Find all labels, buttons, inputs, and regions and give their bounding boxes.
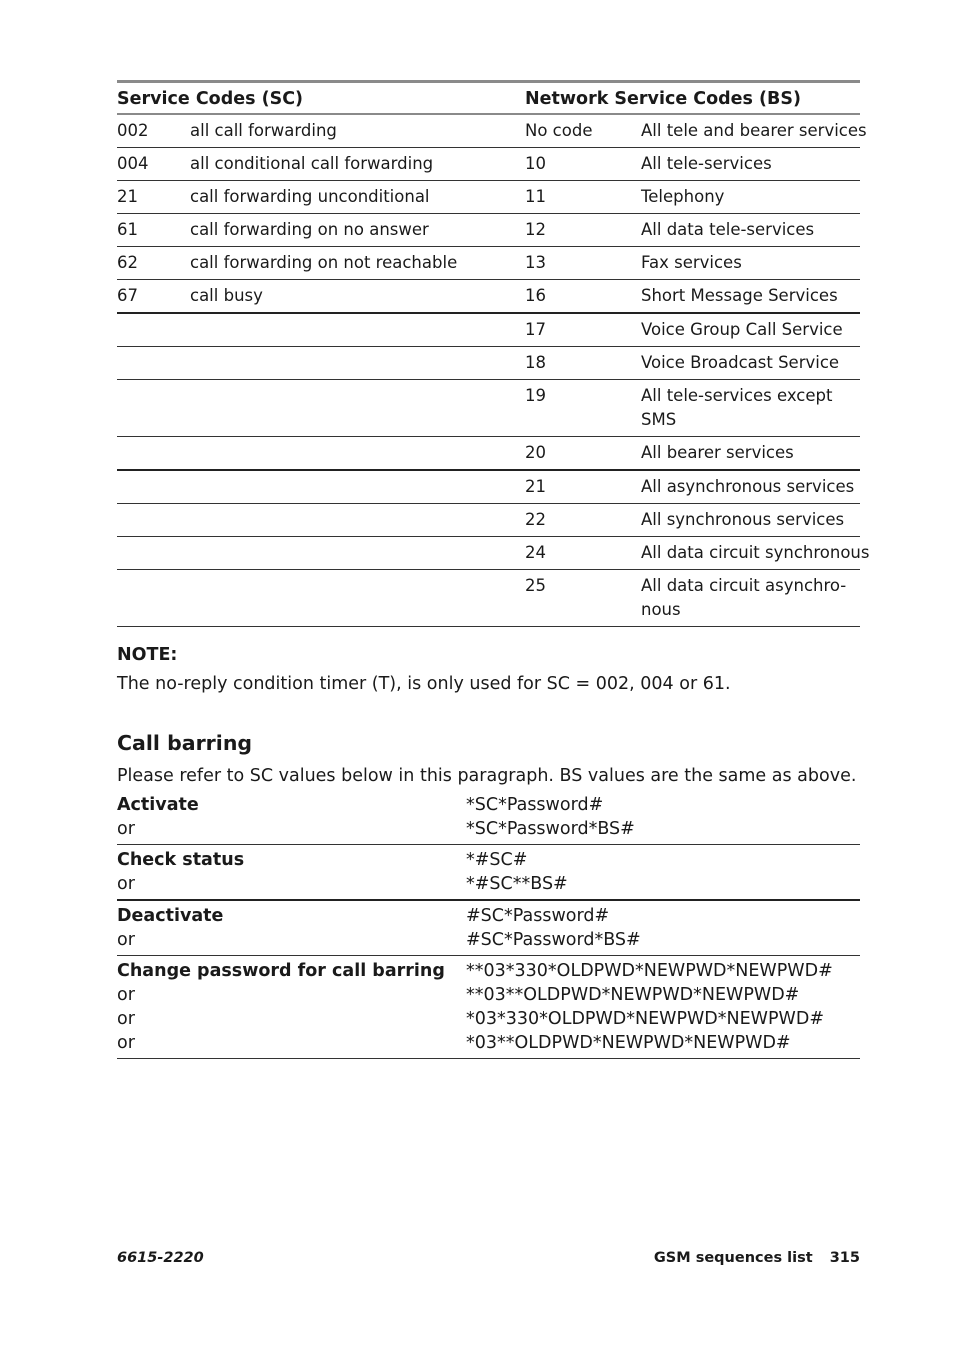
note-text: The no-reply condition timer (T), is only used for SC = 002, 004 or 61. [117, 674, 731, 694]
bs-code: 12 [525, 220, 546, 239]
sc-description [190, 380, 525, 437]
sc-code: 21 [117, 187, 138, 206]
bs-description: All tele-services except SMS [641, 386, 833, 429]
sc-code: 67 [117, 286, 138, 305]
table-row [117, 148, 860, 181]
check-status-sequence: *#SC# [466, 850, 528, 870]
service-codes-table [117, 80, 870, 627]
bs-code: 17 [525, 320, 546, 339]
table-row [117, 380, 860, 437]
section-name: GSM sequences list [653, 1250, 813, 1266]
table-row [117, 537, 860, 570]
service-codes-header: Service Codes (SC) [117, 89, 304, 109]
or-label: or [117, 1033, 135, 1053]
table-row [117, 437, 860, 471]
sc-code: 61 [117, 220, 138, 239]
table-row [117, 470, 860, 504]
bs-description: Voice Broadcast Service [641, 353, 840, 372]
bs-code: 21 [525, 477, 546, 496]
table-header-row [117, 82, 860, 115]
call-barring-heading: Call barring [117, 731, 253, 755]
call-barring-sequences [117, 793, 860, 1059]
doc-number: 6615-2220 [117, 1250, 204, 1266]
change-password-sequence: **03*330*OLDPWD*NEWPWD*NEWPWD# [466, 961, 833, 981]
sc-description: call forwarding on no answer [190, 220, 429, 239]
call-barring-intro: Please refer to SC values below in this paragraph. BS values are the same as above. [117, 766, 857, 786]
check-status-block [117, 845, 860, 901]
deactivate-label: Deactivate [117, 906, 224, 926]
sc-description [190, 537, 525, 570]
network-codes-header: Network Service Codes (BS) [525, 89, 801, 109]
table-row [117, 181, 860, 214]
page-content [117, 80, 870, 1059]
deactivate-block [117, 901, 860, 956]
check-status-label: Check status [117, 850, 245, 870]
deactivate-sequence: #SC*Password# [466, 906, 610, 926]
table-row [117, 504, 860, 537]
table-row [117, 247, 860, 280]
sc-code [117, 537, 190, 570]
bs-description: All data tele-services [641, 220, 815, 239]
bs-code: 16 [525, 286, 546, 305]
sc-code [117, 470, 190, 504]
bs-code: 20 [525, 443, 546, 462]
bs-code: 18 [525, 353, 546, 372]
change-password-label: Change password for call barring [117, 961, 445, 981]
table-row [117, 280, 860, 314]
sc-code: 62 [117, 253, 138, 272]
page-footer [117, 1250, 860, 1266]
bs-code: 25 [525, 576, 546, 595]
sc-code: 004 [117, 154, 149, 173]
or-label: or [117, 985, 135, 1005]
bs-description: Fax services [641, 253, 742, 272]
bs-code: 22 [525, 510, 546, 529]
bs-description: All synchronous services [641, 510, 845, 529]
bs-code: 24 [525, 543, 546, 562]
sc-description [190, 504, 525, 537]
change-password-sequence: *03*330*OLDPWD*NEWPWD*NEWPWD# [466, 1009, 824, 1029]
or-label: or [117, 1009, 135, 1029]
sc-description: call forwarding on not reachable [190, 253, 458, 272]
note-title: NOTE: [117, 645, 178, 665]
check-status-sequence-bs: *#SC**BS# [466, 874, 568, 894]
table-row [117, 347, 860, 380]
sc-description [190, 437, 525, 471]
bs-description: All data circuit synchronous [641, 543, 870, 562]
or-label: or [117, 874, 135, 894]
activate-label: Activate [117, 795, 199, 815]
sc-description [190, 570, 525, 627]
bs-description: Short Message Services [641, 286, 838, 305]
activate-block [117, 793, 860, 845]
sc-description [190, 470, 525, 504]
sc-description: call forwarding unconditional [190, 187, 430, 206]
bs-description: All bearer services [641, 443, 794, 462]
bs-description: Telephony [641, 187, 725, 206]
sc-code [117, 347, 190, 380]
or-label: or [117, 930, 135, 950]
activate-sequence: *SC*Password# [466, 795, 604, 815]
table-row [117, 570, 860, 627]
sc-code [117, 313, 190, 347]
page-number: 315 [829, 1250, 860, 1266]
or-label: or [117, 819, 135, 839]
bs-description: Voice Group Call Service [641, 320, 843, 339]
bs-code: No code [525, 121, 593, 140]
table-row [117, 214, 860, 247]
table-row [117, 313, 860, 347]
sc-description: all conditional call forwarding [190, 154, 434, 173]
sc-code [117, 570, 190, 627]
bs-description: All tele-services [641, 154, 772, 173]
change-password-sequence: *03**OLDPWD*NEWPWD*NEWPWD# [466, 1033, 791, 1053]
bs-code: 19 [525, 386, 546, 405]
bs-code: 13 [525, 253, 546, 272]
table-row [117, 114, 860, 148]
bs-description: All asynchronous services [641, 477, 855, 496]
sc-code: 002 [117, 121, 149, 140]
sc-code [117, 380, 190, 437]
sc-description: all call forwarding [190, 121, 337, 140]
activate-sequence-bs: *SC*Password*BS# [466, 819, 635, 839]
bs-code: 10 [525, 154, 546, 173]
bs-description: All data circuit asynchro-nous [641, 576, 847, 619]
deactivate-sequence-bs: #SC*Password*BS# [466, 930, 641, 950]
bs-code: 11 [525, 187, 546, 206]
change-password-sequence: **03**OLDPWD*NEWPWD*NEWPWD# [466, 985, 800, 1005]
sc-description [190, 347, 525, 380]
change-password-block [117, 956, 860, 1059]
sc-code [117, 504, 190, 537]
bs-description: All tele and bearer services [641, 121, 867, 140]
sc-description: call busy [190, 286, 263, 305]
sc-code [117, 437, 190, 471]
footer-right [654, 1250, 860, 1266]
sc-description [190, 313, 525, 347]
